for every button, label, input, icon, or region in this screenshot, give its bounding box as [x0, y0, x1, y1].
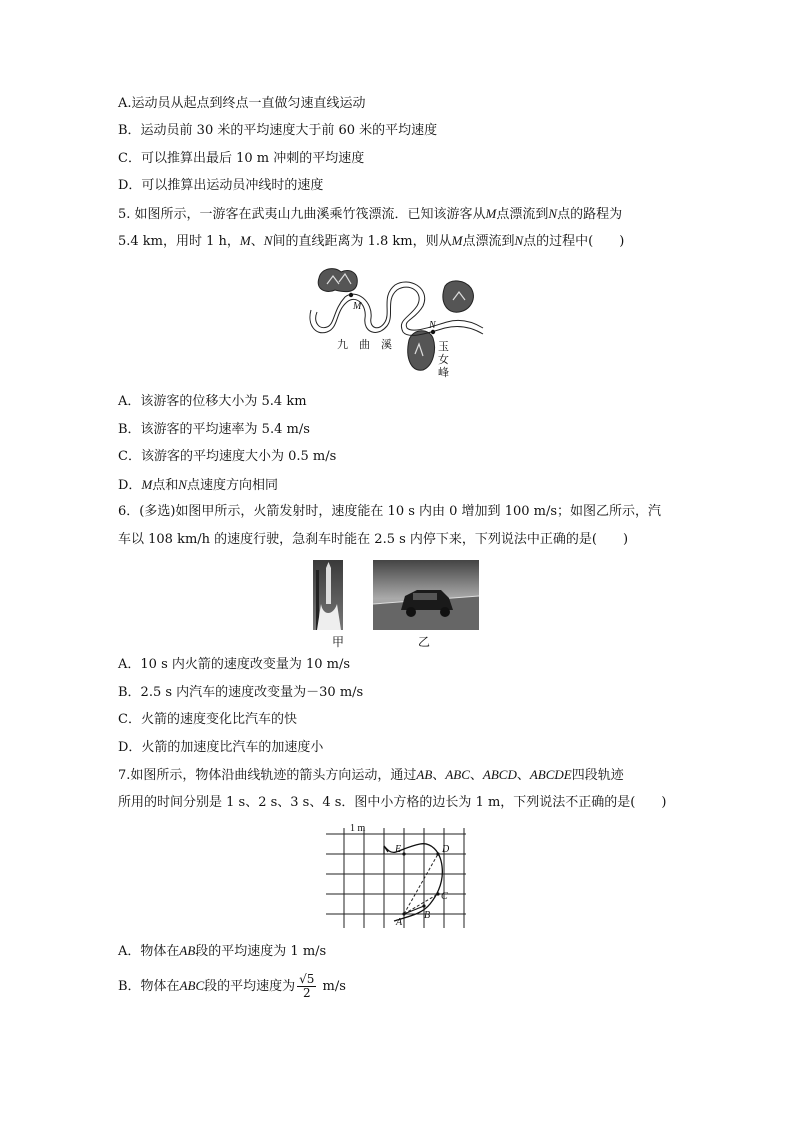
q6-option-a: A．10 s 内火箭的速度改变量为 10 m/s: [118, 657, 351, 672]
q7-option-a: A．物体在AB段的平均速度为 1 m/s: [118, 943, 327, 959]
q4-option-b: B．运动员前 30 米的平均速度大于前 60 米的平均速度: [118, 123, 438, 138]
q7-stem-line1: 7.如图所示，物体沿曲线轨迹的箭头方向运动，通过AB、ABC、ABCD、ABCDE四段轨迹: [118, 767, 624, 783]
map-label-n: N: [429, 320, 436, 331]
grid-unit-label: 1 m: [350, 823, 366, 834]
car-photo: [373, 560, 479, 630]
q5-stem-line1: 5. 如图所示，一游客在武夷山九曲溪乘竹筏漂流．已知该游客从M点漂流到N点的路程为: [118, 206, 623, 222]
river-map-figure: [305, 262, 485, 382]
q7-stem-line2: 所用的时间分别是 1 s、2 s、3 s、4 s．图中小方格的边长为 1 m，下列说法不正确的是( ): [118, 795, 667, 810]
map-label-peak-2: 女: [438, 353, 449, 366]
trajectory-grid-figure: [326, 822, 466, 928]
map-label-peak-1: 玉: [438, 340, 449, 353]
q5-stem-line2: 5.4 km，用时 1 h，M、N间的直线距离为 1.8 km，则从M点漂流到N点的过程中( ): [118, 233, 625, 249]
grid-label-d: D: [442, 844, 450, 855]
grid-label-b: B: [424, 910, 431, 921]
q6-option-c: C．火箭的速度变化比汽车的快: [118, 712, 297, 727]
q6-stem-line2: 车以 108 km/h 的速度行驶，急刹车时能在 2.5 s 内停下来，下列说法中正确的是( ): [118, 532, 629, 547]
caption-jia: 甲: [332, 635, 345, 649]
q6-stem-line1: 6．(多选)如图甲所示，火箭发射时，速度能在 10 s 内由 0 增加到 100 m/s；如图乙所示，汽: [118, 504, 662, 519]
rocket-photo: [313, 560, 343, 630]
q7-option-b: B．物体在ABC段的平均速度为 $\frac{√5}{2}$ m/s: [118, 972, 346, 1000]
q5-option-d: D．M点和N点速度方向相同: [118, 477, 278, 493]
map-label-m: M: [353, 301, 362, 312]
q6-option-b: B．2.5 s 内汽车的速度改变量为－30 m/s: [118, 685, 364, 700]
q5-option-a: A．该游客的位移大小为 5.4 km: [118, 394, 307, 409]
grid-label-e: E: [395, 844, 402, 855]
grid-label-a: A: [396, 917, 403, 928]
map-label-peak-3: 峰: [438, 366, 449, 379]
q4-option-a: A.运动员从起点到终点一直做匀速直线运动: [118, 96, 366, 111]
grid-label-c: C: [441, 891, 448, 902]
q5-option-c: C．该游客的平均速度大小为 0.5 m/s: [118, 449, 337, 464]
q6-option-d: D．火箭的加速度比汽车的加速度小: [118, 740, 324, 755]
q4-option-c: C．可以推算出最后 10 m 冲刺的平均速度: [118, 151, 365, 166]
map-label-river: 九 曲 溪: [337, 338, 392, 351]
sqrt5-over-2-fraction: $\frac{√5}{2}$: [299, 972, 315, 1000]
q5-option-b: B．该游客的平均速率为 5.4 m/s: [118, 422, 310, 437]
q4-option-d: D．可以推算出运动员冲线时的速度: [118, 178, 324, 193]
caption-yi: 乙: [418, 635, 431, 649]
